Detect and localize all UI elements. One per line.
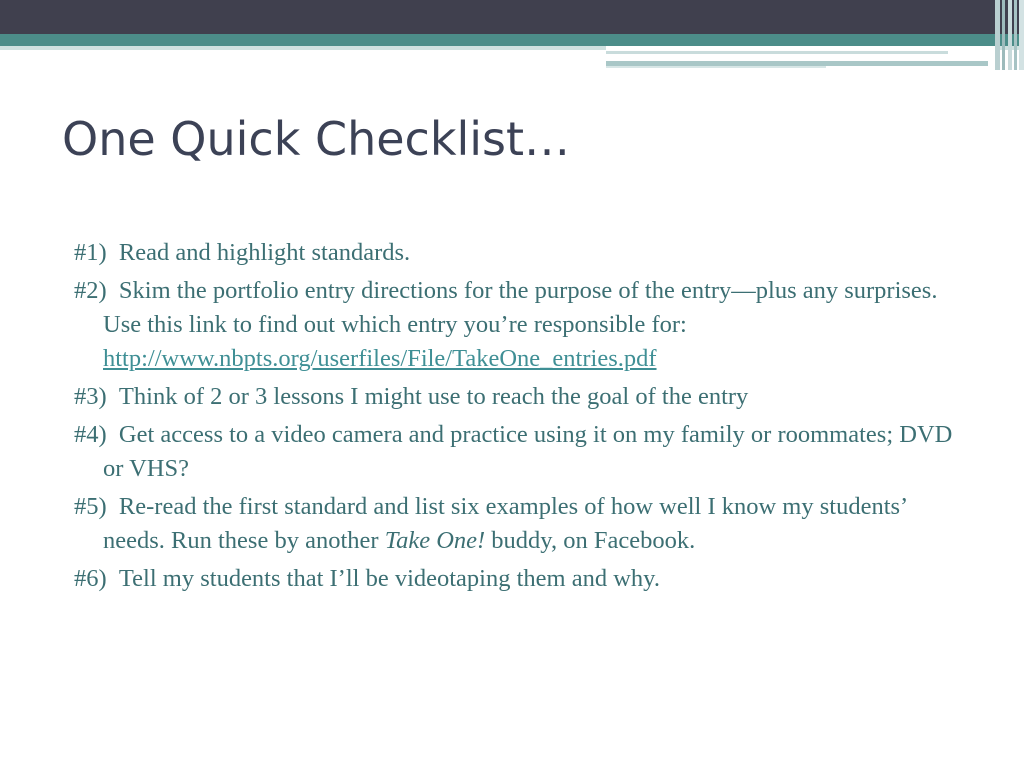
checklist-item-2 — [74, 274, 974, 376]
header-vertical-stripe — [1008, 0, 1012, 70]
item-number: #6) — [74, 565, 107, 592]
header-vertical-stripe — [1019, 0, 1024, 70]
header-decoration-line — [606, 66, 826, 68]
item-text: Re-read the first standard and list six examples of how well I know my students’ needs. Run these by another — [103, 493, 907, 554]
header-band-teal — [0, 34, 1024, 46]
item-text: Get access to a video camera and practice using it on my family or roommates; DVD or VHS? — [103, 421, 953, 482]
checklist-item-6 — [74, 562, 974, 596]
header-decoration-line — [606, 51, 948, 54]
entries-pdf-link[interactable]: http://www.nbpts.org/userfiles/File/TakeOne_entries.pdf — [103, 345, 657, 372]
checklist — [74, 236, 974, 600]
header-vertical-stripe — [1002, 0, 1005, 70]
checklist-item-5 — [74, 490, 974, 558]
checklist-item-3 — [74, 380, 974, 414]
item-number: #5) — [74, 493, 107, 520]
item-text: Skim the portfolio entry directions for the purpose of the entry—plus any surprises. Use this link to find out which entry you’re responsible for: — [103, 277, 938, 338]
item-number: #3) — [74, 383, 107, 410]
checklist-item-1 — [74, 236, 974, 270]
item-number: #1) — [74, 239, 107, 266]
checklist-item-4 — [74, 418, 974, 486]
item-number: #2) — [74, 277, 107, 304]
slide-title: One Quick Checklist… — [62, 112, 571, 166]
header-vertical-stripe — [1014, 0, 1017, 70]
item-text: Read and highlight standards. — [118, 239, 411, 266]
item-text: Think of 2 or 3 lessons I might use to reach the goal of the entry — [118, 383, 749, 410]
item-number: #4) — [74, 421, 107, 448]
item-text: buddy, on Facebook. — [491, 527, 696, 554]
header-band-dark — [0, 0, 1024, 34]
header-vertical-stripe — [995, 0, 1000, 70]
item-text-italic: Take One! — [384, 527, 486, 554]
item-text: Tell my students that I’ll be videotaping them and why. — [118, 565, 660, 592]
